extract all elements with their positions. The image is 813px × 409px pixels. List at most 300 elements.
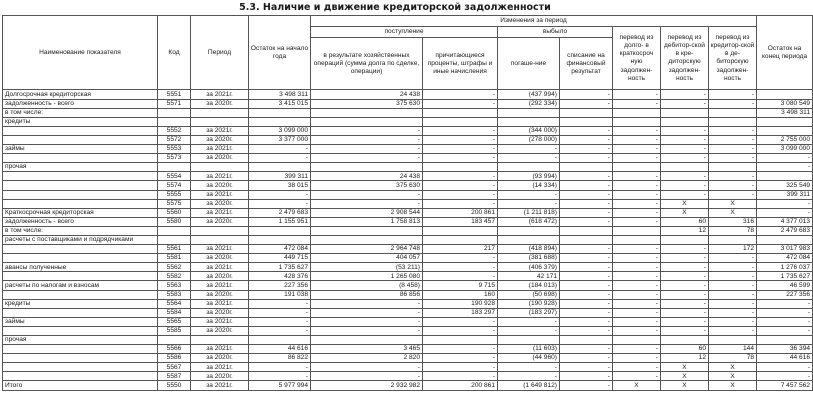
cell-ts: -	[613, 345, 661, 354]
cell-open	[249, 108, 311, 117]
cell-open: 1 735 627	[249, 263, 311, 272]
cell-code: 5582	[158, 272, 191, 281]
table-row	[3, 217, 813, 226]
table-row	[3, 345, 813, 354]
cell-ops: 2 964 748	[311, 245, 423, 254]
cell-tc: -	[661, 181, 709, 190]
cell-ops: 2 932 982	[311, 381, 423, 390]
table-row	[3, 181, 813, 190]
table-row	[3, 363, 813, 372]
table-row	[3, 126, 813, 135]
cell-ts: -	[613, 208, 661, 217]
cell-td	[709, 117, 757, 126]
cell-rep: -	[498, 326, 560, 335]
cell-int: 183 457	[423, 217, 498, 226]
cell-name: расчеты по налогам и взносам	[3, 281, 158, 290]
cell-ops: 1 265 080	[311, 272, 423, 281]
cell-tc	[661, 235, 709, 244]
cell-tc: -	[661, 290, 709, 299]
cell-wo: -	[560, 372, 613, 381]
cell-period: за 2021г.	[191, 363, 249, 372]
header-to-short: перевод из долго- в краткосроч ную задолжен-ность	[613, 27, 661, 90]
cell-ts: -	[613, 326, 661, 335]
table-row	[3, 354, 813, 363]
cell-int: 9 715	[423, 281, 498, 290]
cell-code	[158, 163, 191, 172]
cell-name: задолженность - всего	[3, 99, 158, 108]
cell-tc: -	[661, 308, 709, 317]
cell-code	[158, 117, 191, 126]
cell-tc: -	[661, 299, 709, 308]
cell-close: 36 394	[757, 345, 813, 354]
payables-table	[2, 15, 813, 391]
cell-period: за 2020г.	[191, 135, 249, 144]
cell-int	[423, 235, 498, 244]
cell-td: X	[709, 363, 757, 372]
cell-td: -	[709, 299, 757, 308]
cell-period: за 2020г.	[191, 99, 249, 108]
cell-period: за 2021г.	[191, 317, 249, 326]
table-row	[3, 308, 813, 317]
cell-name: задолженность - всего	[3, 217, 158, 226]
cell-code: 5587	[158, 372, 191, 381]
cell-close: -	[757, 372, 813, 381]
cell-close	[757, 336, 813, 345]
cell-tc: -	[661, 254, 709, 263]
cell-tc: 60	[661, 345, 709, 354]
cell-name: авансы полученные	[3, 263, 158, 272]
cell-close: -	[757, 199, 813, 208]
cell-close: -	[757, 363, 813, 372]
cell-tc: X	[661, 381, 709, 390]
cell-td: -	[709, 272, 757, 281]
table-row	[3, 172, 813, 181]
cell-ops: -	[311, 363, 423, 372]
cell-period: за 2020г.	[191, 181, 249, 190]
cell-code: 5560	[158, 208, 191, 217]
cell-rep: (1 649 812)	[498, 381, 560, 390]
cell-code: 5571	[158, 99, 191, 108]
cell-period: за 2020г.	[191, 254, 249, 263]
cell-wo	[560, 235, 613, 244]
cell-ops	[311, 336, 423, 345]
cell-code: 5551	[158, 90, 191, 99]
cell-ops: -	[311, 190, 423, 199]
cell-ops: 24 438	[311, 172, 423, 181]
cell-ops: (8 458)	[311, 281, 423, 290]
cell-int: -	[423, 263, 498, 272]
cell-code: 5583	[158, 290, 191, 299]
cell-code: 5574	[158, 181, 191, 190]
cell-wo: -	[560, 90, 613, 99]
cell-name: Итого	[3, 381, 158, 390]
table-row	[3, 199, 813, 208]
cell-rep: (278 000)	[498, 135, 560, 144]
table-row	[3, 190, 813, 199]
cell-open: -	[249, 299, 311, 308]
cell-td: 78	[709, 354, 757, 363]
cell-period: за 2020г.	[191, 272, 249, 281]
cell-td: -	[709, 172, 757, 181]
cell-tc: -	[661, 135, 709, 144]
cell-ops: 375 630	[311, 99, 423, 108]
cell-rep: (14 334)	[498, 181, 560, 190]
cell-rep	[498, 117, 560, 126]
cell-open: -	[249, 199, 311, 208]
cell-wo: -	[560, 135, 613, 144]
cell-name	[3, 135, 158, 144]
cell-period: за 2021г.	[191, 90, 249, 99]
cell-code: 5586	[158, 354, 191, 363]
cell-ts	[613, 235, 661, 244]
cell-period: за 2020г.	[191, 326, 249, 335]
cell-wo: -	[560, 363, 613, 372]
cell-period: за 2020г.	[191, 308, 249, 317]
cell-period: за 2021г.	[191, 299, 249, 308]
cell-ts: -	[613, 281, 661, 290]
cell-rep: (11 603)	[498, 345, 560, 354]
cell-close: 325 549	[757, 181, 813, 190]
cell-rep: (1 211 818)	[498, 208, 560, 217]
cell-code: 5585	[158, 326, 191, 335]
cell-period: за 2021г.	[191, 145, 249, 154]
cell-period: за 2021г.	[191, 245, 249, 254]
cell-open: 3 377 000	[249, 135, 311, 144]
cell-name	[3, 254, 158, 263]
table-row	[3, 299, 813, 308]
cell-tc	[661, 336, 709, 345]
cell-open: 3 415 015	[249, 99, 311, 108]
cell-wo: -	[560, 281, 613, 290]
cell-name	[3, 354, 158, 363]
cell-int: -	[423, 363, 498, 372]
cell-period	[191, 226, 249, 235]
cell-open: 44 616	[249, 345, 311, 354]
cell-wo: -	[560, 345, 613, 354]
cell-rep: -	[498, 199, 560, 208]
cell-period: за 2021г.	[191, 126, 249, 135]
cell-name	[3, 345, 158, 354]
cell-int: -	[423, 181, 498, 190]
cell-close	[757, 235, 813, 244]
header-period: Период	[191, 16, 249, 90]
header-disposal: выбыло	[498, 27, 613, 38]
cell-td: X	[709, 208, 757, 217]
cell-int: -	[423, 190, 498, 199]
cell-ops: -	[311, 145, 423, 154]
table-row	[3, 90, 813, 99]
cell-name: кредиты	[3, 299, 158, 308]
cell-ops: -	[311, 326, 423, 335]
cell-close: 3 099 000	[757, 145, 813, 154]
cell-open: 449 715	[249, 254, 311, 263]
cell-code	[158, 226, 191, 235]
cell-close: 1 735 627	[757, 272, 813, 281]
cell-wo: -	[560, 190, 613, 199]
cell-code: 5555	[158, 190, 191, 199]
cell-ts: -	[613, 372, 661, 381]
header-business-ops: в результате хозяйственных операций (сумма долга по сделке, операции)	[311, 38, 423, 90]
header-to-debtor: перевод из кредитор-ской в де-биторскую задолжен-ность	[709, 27, 757, 90]
cell-code: 5567	[158, 363, 191, 372]
cell-ops: 1 758 813	[311, 217, 423, 226]
header-changes: Изменения за период	[311, 16, 757, 27]
cell-int	[423, 226, 498, 235]
cell-rep: (190 928)	[498, 299, 560, 308]
cell-open: 2 479 683	[249, 208, 311, 217]
cell-ts: -	[613, 135, 661, 144]
cell-td: -	[709, 317, 757, 326]
cell-period: за 2021г.	[191, 263, 249, 272]
header-code: Код	[158, 16, 191, 90]
cell-rep: (618 472)	[498, 217, 560, 226]
cell-code: 5553	[158, 145, 191, 154]
cell-ops: -	[311, 126, 423, 135]
cell-name: кредиты	[3, 117, 158, 126]
cell-int: 183 297	[423, 308, 498, 317]
cell-wo: -	[560, 217, 613, 226]
cell-td: -	[709, 99, 757, 108]
cell-code: 5584	[158, 308, 191, 317]
cell-td: -	[709, 290, 757, 299]
cell-open: -	[249, 363, 311, 372]
cell-td: -	[709, 181, 757, 190]
table-row	[3, 336, 813, 345]
cell-period: за 2021г.	[191, 172, 249, 181]
cell-ts	[613, 226, 661, 235]
cell-ts	[613, 117, 661, 126]
cell-td	[709, 235, 757, 244]
cell-code	[158, 336, 191, 345]
cell-close: -	[757, 163, 813, 172]
cell-open: -	[249, 145, 311, 154]
cell-name: в том числе:	[3, 226, 158, 235]
cell-open: -	[249, 372, 311, 381]
cell-rep: (50 698)	[498, 290, 560, 299]
cell-ts: -	[613, 254, 661, 263]
cell-period	[191, 117, 249, 126]
cell-rep: -	[498, 363, 560, 372]
cell-code: 5565	[158, 317, 191, 326]
cell-ops: -	[311, 199, 423, 208]
cell-ts: -	[613, 199, 661, 208]
cell-rep: (93 994)	[498, 172, 560, 181]
cell-ops: -	[311, 135, 423, 144]
cell-ts: -	[613, 308, 661, 317]
cell-name	[3, 308, 158, 317]
cell-rep: (418 894)	[498, 245, 560, 254]
cell-code: 5581	[158, 254, 191, 263]
cell-td: 316	[709, 217, 757, 226]
cell-rep	[498, 163, 560, 172]
cell-rep: (344 000)	[498, 126, 560, 135]
cell-code: 5580	[158, 217, 191, 226]
table-row	[3, 272, 813, 281]
cell-wo: -	[560, 290, 613, 299]
cell-ts: -	[613, 245, 661, 254]
cell-int: -	[423, 345, 498, 354]
cell-open	[249, 163, 311, 172]
cell-tc: -	[661, 272, 709, 281]
cell-open: -	[249, 154, 311, 163]
cell-ops: 375 630	[311, 181, 423, 190]
cell-code	[158, 235, 191, 244]
cell-ts	[613, 108, 661, 117]
cell-int: -	[423, 372, 498, 381]
cell-int	[423, 163, 498, 172]
cell-wo	[560, 108, 613, 117]
cell-ts: -	[613, 299, 661, 308]
cell-name: прочая	[3, 163, 158, 172]
cell-ts: -	[613, 290, 661, 299]
cell-close: -	[757, 317, 813, 326]
cell-ops: -	[311, 154, 423, 163]
cell-close: 3 080 549	[757, 99, 813, 108]
cell-ts: -	[613, 217, 661, 226]
cell-open: 428 376	[249, 272, 311, 281]
cell-wo: -	[560, 181, 613, 190]
cell-tc: -	[661, 154, 709, 163]
cell-rep: (437 994)	[498, 90, 560, 99]
cell-open: 399 311	[249, 172, 311, 181]
table-row	[3, 226, 813, 235]
cell-code: 5564	[158, 299, 191, 308]
cell-code: 5573	[158, 154, 191, 163]
cell-name	[3, 290, 158, 299]
cell-int: 160	[423, 290, 498, 299]
cell-close: 46 599	[757, 281, 813, 290]
table-row	[3, 281, 813, 290]
cell-ops: -	[311, 372, 423, 381]
cell-period: за 2021г.	[191, 208, 249, 217]
cell-code: 5566	[158, 345, 191, 354]
cell-td: -	[709, 281, 757, 290]
cell-wo: -	[560, 208, 613, 217]
cell-name	[3, 326, 158, 335]
cell-int: -	[423, 172, 498, 181]
cell-td: -	[709, 154, 757, 163]
cell-period: за 2021г.	[191, 381, 249, 390]
cell-ts: -	[613, 99, 661, 108]
cell-wo: -	[560, 154, 613, 163]
cell-close: 1 276 037	[757, 263, 813, 272]
cell-ops: 3 465	[311, 345, 423, 354]
table-row	[3, 245, 813, 254]
cell-period: за 2020г.	[191, 217, 249, 226]
table-row	[3, 145, 813, 154]
cell-period: за 2020г.	[191, 154, 249, 163]
cell-int	[423, 117, 498, 126]
header-closing: Остаток на конец периода	[757, 16, 813, 90]
cell-td: -	[709, 254, 757, 263]
cell-tc: -	[661, 99, 709, 108]
cell-close	[757, 117, 813, 126]
cell-code	[158, 108, 191, 117]
cell-name: займы	[3, 145, 158, 154]
cell-tc: 12	[661, 354, 709, 363]
table-row	[3, 99, 813, 108]
cell-close: 4 377 013	[757, 217, 813, 226]
cell-period: за 2020г.	[191, 199, 249, 208]
table-row	[3, 208, 813, 217]
cell-int: 200 861	[423, 208, 498, 217]
cell-open	[249, 235, 311, 244]
cell-wo: -	[560, 317, 613, 326]
cell-rep: (44 960)	[498, 354, 560, 363]
cell-tc: X	[661, 208, 709, 217]
cell-open: 227 356	[249, 281, 311, 290]
table-row	[3, 326, 813, 335]
cell-int: -	[423, 272, 498, 281]
cell-code: 5563	[158, 281, 191, 290]
cell-int: -	[423, 354, 498, 363]
cell-rep	[498, 235, 560, 244]
cell-td	[709, 336, 757, 345]
table-row	[3, 163, 813, 172]
cell-wo: -	[560, 199, 613, 208]
cell-ops: 2 908 544	[311, 208, 423, 217]
cell-rep: -	[498, 372, 560, 381]
table-row	[3, 290, 813, 299]
cell-td	[709, 108, 757, 117]
cell-open: 472 084	[249, 245, 311, 254]
cell-int: -	[423, 126, 498, 135]
cell-name	[3, 154, 158, 163]
cell-tc: -	[661, 190, 709, 199]
cell-int	[423, 336, 498, 345]
cell-ops: 86 856	[311, 290, 423, 299]
cell-td: -	[709, 326, 757, 335]
cell-td: X	[709, 372, 757, 381]
cell-tc: 12	[661, 226, 709, 235]
cell-td: -	[709, 308, 757, 317]
cell-ts: -	[613, 126, 661, 135]
cell-code: 5561	[158, 245, 191, 254]
cell-tc: X	[661, 372, 709, 381]
cell-open: -	[249, 326, 311, 335]
cell-rep: -	[498, 317, 560, 326]
cell-ops	[311, 108, 423, 117]
cell-open: 38 015	[249, 181, 311, 190]
cell-rep: (292 334)	[498, 99, 560, 108]
cell-ts: -	[613, 90, 661, 99]
table-row	[3, 235, 813, 244]
cell-tc: -	[661, 317, 709, 326]
cell-wo: -	[560, 254, 613, 263]
cell-rep	[498, 336, 560, 345]
cell-ts	[613, 336, 661, 345]
cell-tc: -	[661, 126, 709, 135]
cell-period	[191, 108, 249, 117]
table-row	[3, 317, 813, 326]
cell-ts: -	[613, 181, 661, 190]
cell-open	[249, 226, 311, 235]
header-interest: причитающиеся проценты, штрафы и иные начисления	[423, 38, 498, 90]
header-writeoff: списание на финансовый результат	[560, 38, 613, 90]
cell-name: расчеты с поставщиками и подрядчиками	[3, 235, 158, 244]
cell-tc: X	[661, 199, 709, 208]
cell-wo	[560, 336, 613, 345]
cell-td: -	[709, 135, 757, 144]
cell-open: 5 977 994	[249, 381, 311, 390]
cell-rep	[498, 108, 560, 117]
cell-wo: -	[560, 326, 613, 335]
cell-close: 3 017 983	[757, 245, 813, 254]
cell-ops: 2 820	[311, 354, 423, 363]
cell-code: 5554	[158, 172, 191, 181]
cell-ts	[613, 163, 661, 172]
cell-ops: 404 057	[311, 254, 423, 263]
